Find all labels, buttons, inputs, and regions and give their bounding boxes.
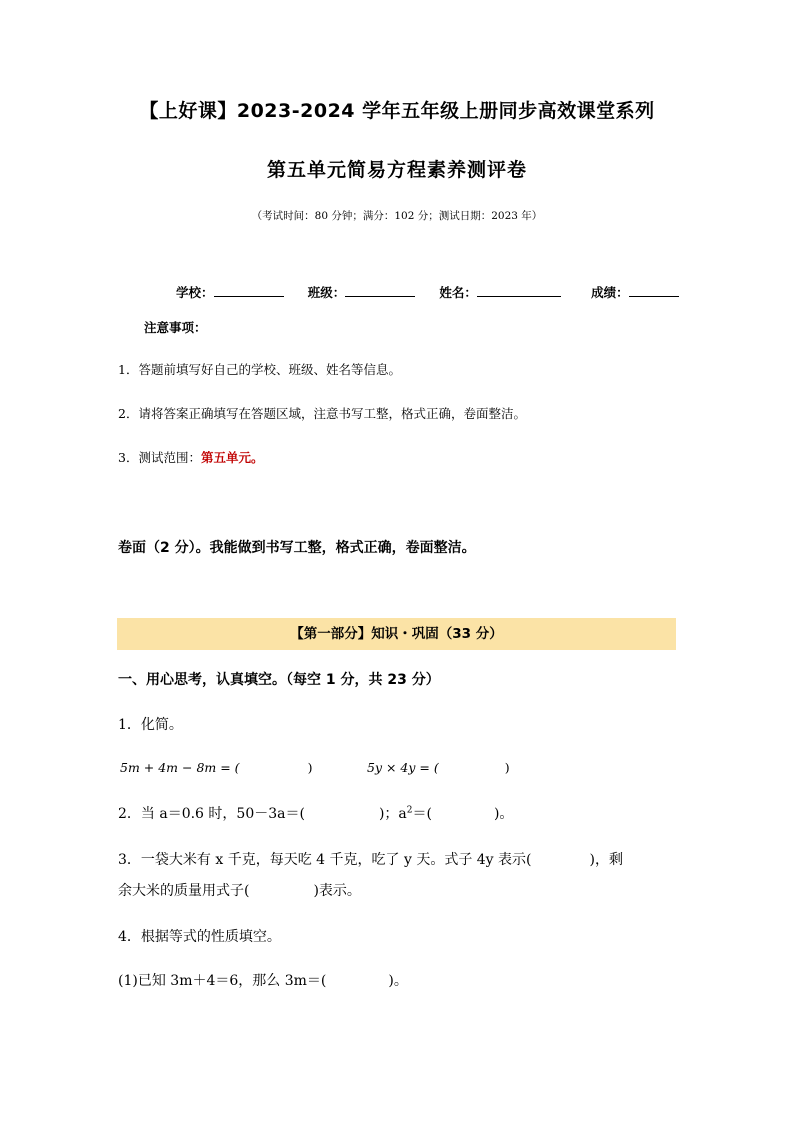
score-label: 成绩： bbox=[591, 285, 629, 300]
notice-item-text: 3．测试范围： bbox=[118, 450, 201, 465]
question-2: 2．当 a＝0.6 时，50－3a＝( )；$a^2=$( )。 bbox=[118, 805, 514, 822]
notice-item: 1．答题前填写好自己的学校、班级、姓名等信息。 bbox=[118, 362, 401, 377]
question-3-line2: 余大米的质量用式子( )表示。 bbox=[118, 883, 361, 899]
score-blank[interactable] bbox=[629, 284, 679, 297]
student-info-row bbox=[176, 282, 679, 301]
test-range-value: 第五单元。 bbox=[200, 450, 264, 465]
question-1-expr-a: 5m + 4m − 8m = ( ) bbox=[120, 760, 313, 775]
name-blank[interactable] bbox=[477, 284, 561, 297]
question-4-sub1: (1)已知 3m＋4＝6，那么 3m＝( )。 bbox=[118, 973, 408, 989]
notice-item: 2．请将答案正确填写在答题区域，注意书写工整，格式正确，卷面整洁。 bbox=[118, 406, 526, 421]
notice-title: 注意事项： bbox=[144, 320, 207, 335]
notice-item bbox=[118, 448, 263, 466]
question-3-line1: 3．一袋大米有 x 千克，每天吃 4 千克，吃了 y 天。式子 4y 表示( )，剩 bbox=[118, 852, 623, 868]
question-1-expr-b: 5y × 4y = ( ) bbox=[367, 760, 510, 775]
section-title: 一、用心思考，认真填空。（每空 1 分，共 23 分） bbox=[118, 672, 440, 688]
neatness-note: 卷面（2 分）。我能做到书写工整，格式正确，卷面整洁。 bbox=[118, 540, 476, 556]
paper-title-line1: 【上好课】2023-2024 学年五年级上册同步高效课堂系列 bbox=[139, 100, 655, 122]
question-1-label: 1．化简。 bbox=[118, 717, 183, 733]
question-4-label: 4．根据等式的性质填空。 bbox=[118, 929, 281, 945]
class-label: 班级： bbox=[307, 285, 346, 300]
exam-info: （考试时间：80 分钟；满分：102 分；测试日期：2023 年） bbox=[251, 210, 543, 222]
class-blank[interactable] bbox=[345, 284, 415, 297]
paper-title-line2: 第五单元简易方程素养测评卷 bbox=[266, 159, 527, 181]
school-label: 学校： bbox=[176, 285, 214, 300]
part-one-banner: 【第一部分】知识・巩固（33 分） bbox=[117, 618, 676, 650]
name-label: 姓名： bbox=[439, 285, 477, 300]
school-blank[interactable] bbox=[214, 284, 284, 297]
